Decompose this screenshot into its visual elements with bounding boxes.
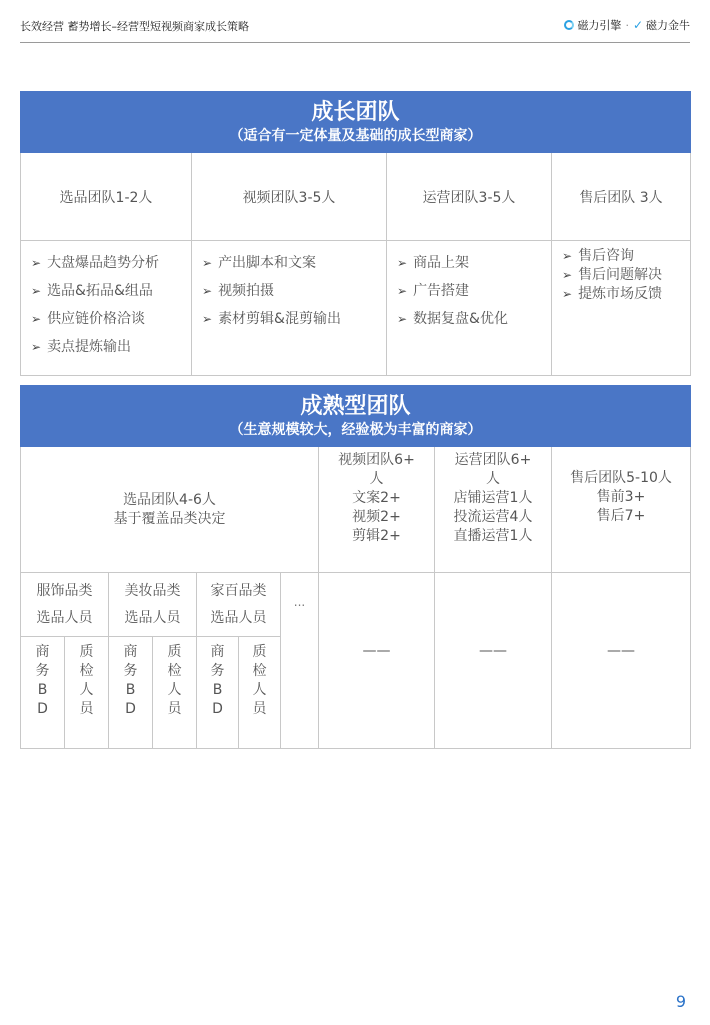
- arrow-bullet-icon: ➢: [202, 312, 213, 326]
- video-team-head: 视频团队6+ 人 文案2+ 视频2+ 剪辑2+: [319, 447, 435, 573]
- list-item: ➢ 卖点提炼输出: [31, 333, 181, 361]
- arrow-bullet-icon: ➢: [31, 284, 42, 298]
- arrow-bullet-icon: ➢: [397, 284, 408, 298]
- list-item: ➢ 广告搭建: [397, 277, 541, 305]
- role-cell: 商务BD: [197, 637, 239, 749]
- role-cell: 质检人员: [239, 637, 281, 749]
- ops-team-dash: ——: [435, 573, 552, 749]
- growth-col-head: 视频团队3-5人: [192, 153, 387, 241]
- category-cell: 家百品类 选品人员: [197, 573, 281, 637]
- list-item: ➢ 选品&拓品&组品: [31, 277, 181, 305]
- list-item: ➢ 商品上架: [397, 249, 541, 277]
- role-cell: 质检人员: [65, 637, 109, 749]
- growth-col-list: [387, 241, 552, 376]
- logo-text-engine: 磁力引擎: [577, 19, 622, 32]
- list-item: ➢ 提炼市场反馈: [562, 286, 663, 302]
- role-cell: 商务BD: [21, 637, 65, 749]
- arrow-bullet-icon: ➢: [397, 312, 408, 326]
- after-sales-dash: ——: [552, 573, 691, 749]
- ops-team-head: 运营团队6+ 人 店铺运营1人 投流运营4人 直播运营1人: [435, 447, 552, 573]
- arrow-bullet-icon: ➢: [31, 340, 42, 354]
- mature-team-banner: [21, 386, 691, 447]
- list-item: ➢ 产出脚本和文案: [202, 249, 376, 277]
- list-item: ➢ 售后咨询: [562, 248, 635, 264]
- mature-team-table: [20, 385, 691, 749]
- logo-group: [564, 17, 690, 33]
- list-item: ➢ 供应链价格洽谈: [31, 305, 181, 333]
- category-cell: 美妆品类 选品人员: [109, 573, 197, 637]
- list-item: ➢ 数据复盘&优化: [397, 305, 541, 333]
- growth-team-table: [20, 91, 691, 376]
- cili-jinniu-logo-icon: ✓: [632, 18, 643, 32]
- document-title: 长效经营 蓄势增长–经营型短视频商家成长策略: [20, 20, 249, 33]
- arrow-bullet-icon: ➢: [31, 312, 42, 326]
- list-item: ➢ 素材剪辑&混剪输出: [202, 305, 376, 333]
- cili-engine-logo-icon: [564, 20, 574, 30]
- arrow-bullet-icon: ➢: [562, 249, 573, 263]
- after-sales-team-head: 售后团队5-10人 售前3+ 售后7+: [552, 447, 691, 573]
- arrow-bullet-icon: ➢: [202, 256, 213, 270]
- mature-team-title: 成熟型团队: [300, 394, 411, 419]
- growth-team-subtitle: （适合有一定体量及基础的成长型商家）: [229, 128, 482, 144]
- logo-separator: ·: [625, 18, 629, 32]
- role-cell: 商务BD: [109, 637, 153, 749]
- growth-team-title: 成长团队: [311, 100, 400, 125]
- growth-col-list: [192, 241, 387, 376]
- mature-team-subtitle: （生意规模较大，经验极为丰富的商家）: [229, 422, 482, 438]
- arrow-bullet-icon: ➢: [397, 256, 408, 270]
- role-cell: 质检人员: [153, 637, 197, 749]
- selection-team-head: 选品团队4-6人 基于覆盖品类决定: [21, 447, 319, 573]
- list-item: ➢ 大盘爆品趋势分析: [31, 249, 181, 277]
- growth-col-list: [552, 241, 691, 376]
- list-item: ➢ 视频拍摄: [202, 277, 376, 305]
- growth-col-head: 售后团队 3人: [552, 153, 691, 241]
- growth-col-head: 运营团队3-5人: [387, 153, 552, 241]
- arrow-bullet-icon: ➢: [202, 284, 213, 298]
- arrow-bullet-icon: ➢: [31, 256, 42, 270]
- list-item: ➢ 售后问题解决: [562, 267, 663, 283]
- logo-text-jinniu: 磁力金牛: [646, 19, 690, 32]
- page-number: 9: [675, 992, 686, 1011]
- growth-col-list: [21, 241, 192, 376]
- page-header: [20, 14, 690, 43]
- growth-team-banner: [21, 92, 691, 153]
- growth-col-head: 选品团队1-2人: [21, 153, 192, 241]
- category-cell: 服饰品类 选品人员: [21, 573, 109, 637]
- arrow-bullet-icon: ➢: [562, 268, 573, 282]
- more-categories-ellipsis: ...: [281, 573, 319, 749]
- arrow-bullet-icon: ➢: [562, 287, 573, 301]
- video-team-dash: ——: [319, 573, 435, 749]
